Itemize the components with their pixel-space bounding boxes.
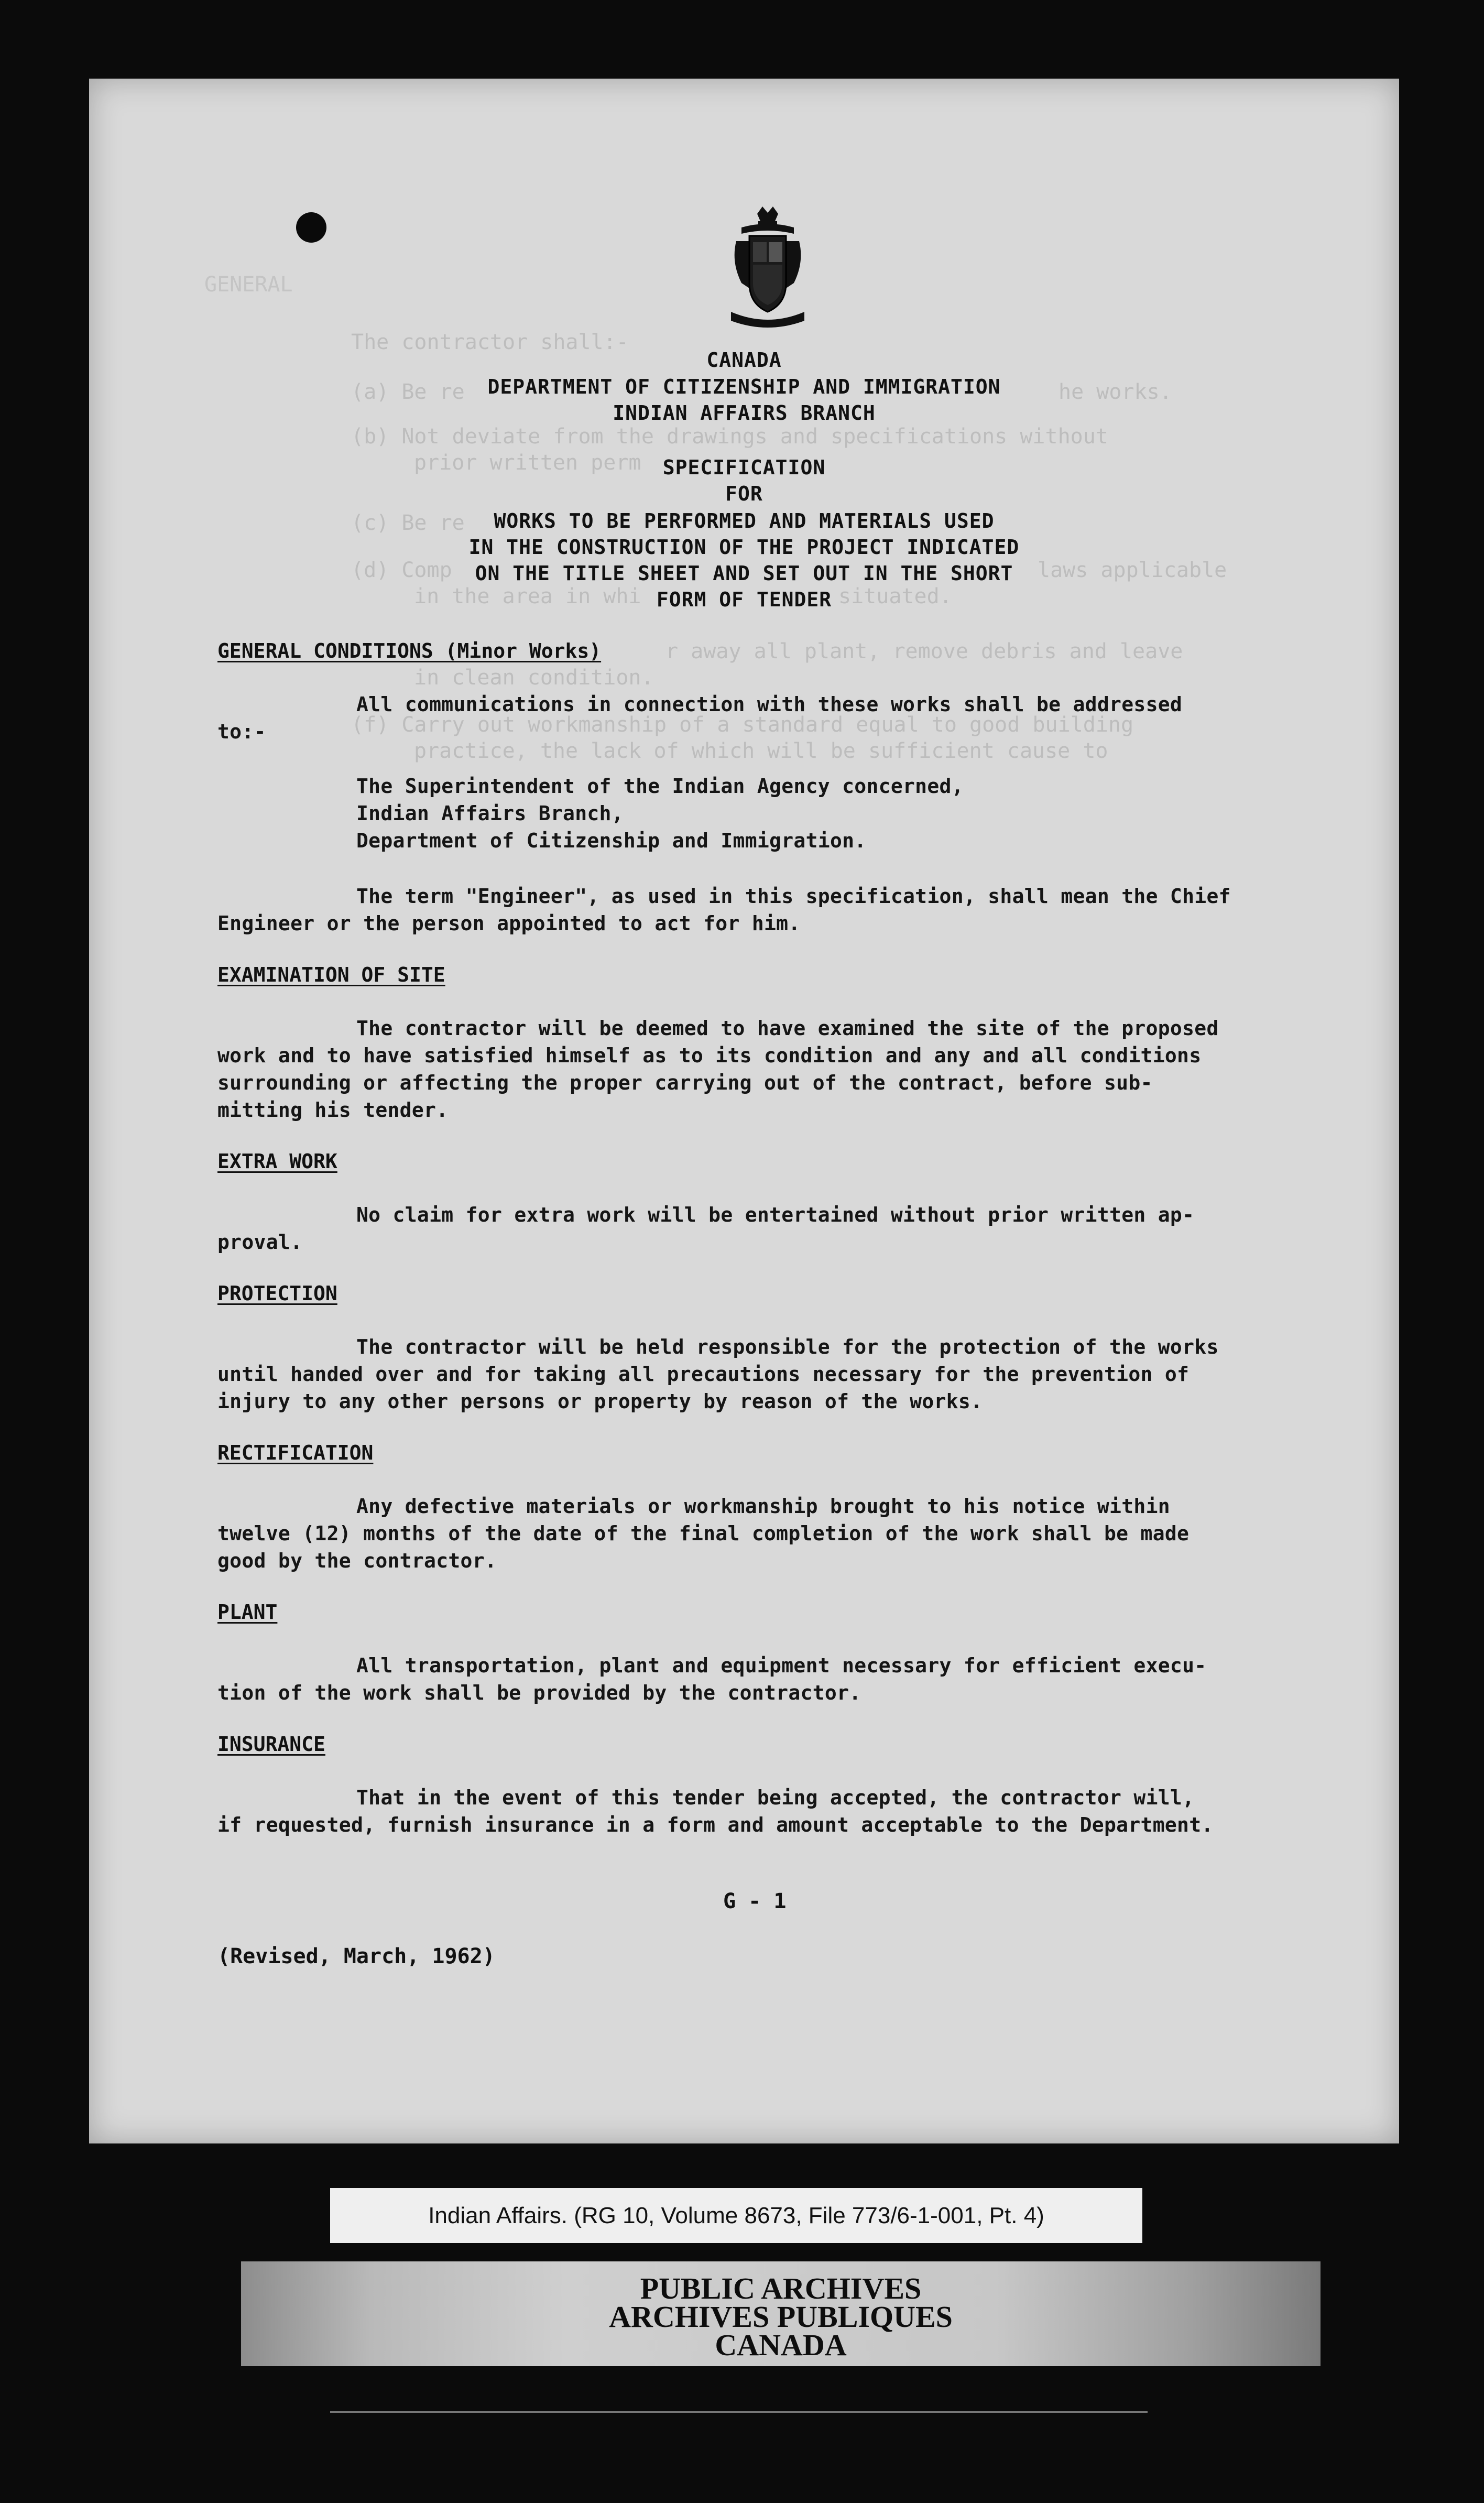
body-line: if requested, furnish insurance in a form and amount acceptable to the Department. (217, 1813, 1214, 1836)
header-subtitle-line: WORKS TO BE PERFORMED AND MATERIALS USED (494, 509, 995, 532)
coat-of-arms-icon (721, 204, 815, 335)
header-subtitle-line: IN THE CONSTRUCTION OF THE PROJECT INDICATED (468, 536, 1020, 559)
revision-note: (Revised, March, 1962) (217, 1944, 495, 1968)
bleed-through-line: (f) Carry out workmanship of a standard equal to good building (351, 713, 1134, 737)
body-line: tion of the work shall be provided by the contractor. (217, 1681, 861, 1704)
body-line: Any defective materials or workmanship brought to his notice within (356, 1495, 1170, 1518)
body-line: twelve (12) months of the date of the final completion of the work shall be made (217, 1522, 1190, 1545)
section-heading-insurance: INSURANCE (217, 1733, 325, 1756)
body-line: surrounding or affecting the proper carrying out of the contract, before sub- (217, 1071, 1153, 1094)
body-line: mitting his tender. (217, 1098, 449, 1122)
header-subtitle-line: FORM OF TENDER (656, 588, 832, 611)
archives-stamp (241, 2261, 1321, 2366)
bleed-through-line: prior written perm (414, 451, 641, 475)
bleed-through-line: (a) Be re (351, 380, 465, 404)
stamp-line: PUBLIC ARCHIVES (640, 2271, 922, 2305)
body-line: The term "Engineer", as used in this specification, shall mean the Chief (356, 885, 1231, 908)
punch-hole (296, 212, 326, 243)
body-line: That in the event of this tender being accepted, the contractor will, (356, 1786, 1195, 1809)
address-line: Indian Affairs Branch, (356, 802, 624, 825)
bleed-through-line: laws applicable (1038, 558, 1227, 582)
section-heading-rectification: RECTIFICATION (217, 1441, 374, 1464)
body-line: injury to any other persons or property by reason of the works. (217, 1390, 983, 1413)
section-heading-plant: PLANT (217, 1601, 278, 1624)
bleed-through-line: in the area in whi (414, 584, 641, 608)
section-heading-protection: PROTECTION (217, 1282, 337, 1305)
body-line: work and to have satisfied himself as to its condition and any and all conditions (217, 1044, 1202, 1067)
body-line: No claim for extra work will be entertained without prior written ap- (356, 1203, 1195, 1226)
divider (330, 2411, 1148, 2413)
section-heading-extra-work: EXTRA WORK (217, 1150, 337, 1173)
body-line: proval. (217, 1231, 303, 1254)
body-line: until handed over and for taking all precautions necessary for the prevention of (217, 1363, 1190, 1386)
body-line: All transportation, plant and equipment necessary for efficient execu- (356, 1654, 1207, 1677)
bleed-through-line: r away all plant, remove debris and leave (665, 639, 1183, 663)
body-line: The contractor will be deemed to have examined the site of the proposed (356, 1017, 1219, 1040)
bleed-through-line: practice, the lack of which will be sufficient cause to (414, 739, 1108, 763)
bleed-through-line: situated. (838, 584, 952, 608)
header-department: DEPARTMENT OF CITIZENSHIP AND IMMIGRATION (487, 375, 1001, 398)
bleed-through-line: (d) Comp (351, 558, 452, 582)
stamp-line: CANADA (715, 2328, 847, 2362)
body-line: Engineer or the person appointed to act for him. (217, 912, 801, 935)
address-line: Department of Citizenship and Immigration. (356, 829, 867, 852)
header-for: FOR (725, 482, 763, 505)
header-branch: INDIAN AFFAIRS BRANCH (613, 401, 876, 425)
header-subtitle-line: ON THE TITLE SHEET AND SET OUT IN THE SHORT (475, 562, 1013, 585)
bleed-through-line: he works. (1059, 380, 1172, 404)
bleed-through-line: GENERAL (204, 273, 293, 297)
archive-reference-caption: Indian Affairs. (RG 10, Volume 8673, File 773/6-1-001, Pt. 4) (330, 2188, 1142, 2243)
bleed-through-line: (c) Be re (351, 511, 465, 535)
body-line: All communications in connection with these works shall be addressed (356, 693, 1183, 716)
bleed-through-line: The contractor shall:- (351, 330, 629, 354)
document-page (89, 79, 1399, 2143)
body-line: to:- (217, 720, 266, 743)
address-line: The Superintendent of the Indian Agency concerned, (356, 775, 964, 798)
bleed-through-line: in clean condition. (414, 666, 654, 690)
section-heading-general-conditions: GENERAL CONDITIONS (Minor Works) (217, 639, 602, 662)
page-number: G - 1 (723, 1889, 787, 1913)
body-line: good by the contractor. (217, 1549, 497, 1572)
stamp-line: ARCHIVES PUBLIQUES (609, 2300, 953, 2334)
body-line: The contractor will be held responsible for the protection of the works (356, 1335, 1219, 1358)
header-title: SPECIFICATION (662, 456, 826, 479)
section-heading-examination-of-site: EXAMINATION OF SITE (217, 963, 445, 986)
header-country: CANADA (706, 349, 782, 372)
bleed-through-line: (b) Not deviate from the drawings and specifications without (351, 425, 1108, 449)
